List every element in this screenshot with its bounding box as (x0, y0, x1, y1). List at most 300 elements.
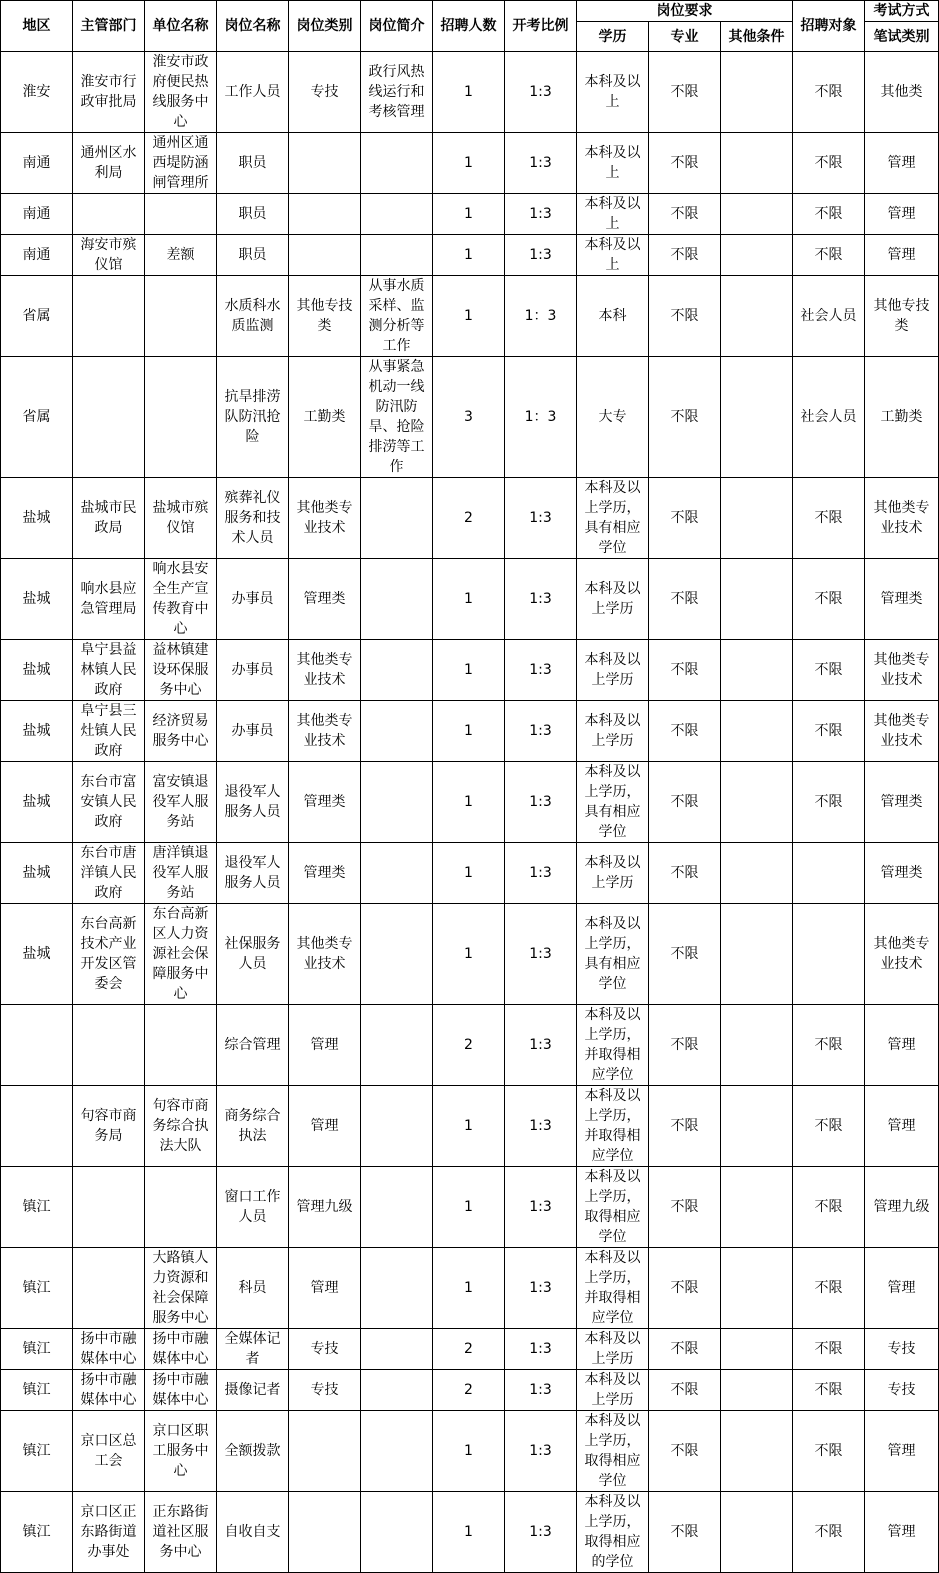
cell-edu: 本科 (577, 276, 649, 357)
cell-target: 不限 (793, 478, 865, 559)
cell-written: 管理 (865, 133, 939, 194)
cell-category: 其他类专业技术 (289, 640, 361, 701)
cell-other (721, 1329, 793, 1370)
cell-ratio: 1：3 (505, 276, 577, 357)
cell-other (721, 478, 793, 559)
header-post: 岗位名称 (217, 1, 289, 52)
cell-category: 管理 (289, 1005, 361, 1086)
cell-edu: 本科及以上学历 (577, 843, 649, 904)
cell-region: 盐城 (1, 478, 73, 559)
cell-dept (73, 1248, 145, 1329)
cell-written: 其他类专业技术 (865, 640, 939, 701)
cell-ratio: 1:3 (505, 52, 577, 133)
cell-dept: 海安市殡仪馆 (73, 235, 145, 276)
cell-post: 水质科水质监测 (217, 276, 289, 357)
cell-count: 1 (433, 1167, 505, 1248)
cell-ratio: 1:3 (505, 194, 577, 235)
cell-target: 不限 (793, 235, 865, 276)
cell-major: 不限 (649, 1005, 721, 1086)
cell-dept: 阜宁县三灶镇人民政府 (73, 701, 145, 762)
cell-category: 专技 (289, 1370, 361, 1411)
cell-target: 不限 (793, 52, 865, 133)
cell-post: 全额拨款 (217, 1411, 289, 1492)
table-row (1, 52, 939, 133)
cell-other (721, 640, 793, 701)
cell-edu: 本科及以上 (577, 235, 649, 276)
cell-post: 商务综合执法 (217, 1086, 289, 1167)
cell-other (721, 904, 793, 1005)
cell-category: 管理类 (289, 762, 361, 843)
table-row (1, 1492, 939, 1573)
cell-count: 1 (433, 1248, 505, 1329)
cell-count: 1 (433, 640, 505, 701)
cell-unit: 盐城市殡仪馆 (145, 478, 217, 559)
cell-intro (361, 559, 433, 640)
cell-count: 1 (433, 1492, 505, 1573)
table-row (1, 1411, 939, 1492)
cell-other (721, 133, 793, 194)
cell-target: 不限 (793, 1005, 865, 1086)
cell-post: 办事员 (217, 559, 289, 640)
cell-region: 省属 (1, 357, 73, 478)
cell-count: 1 (433, 559, 505, 640)
table-row (1, 559, 939, 640)
table-row (1, 762, 939, 843)
cell-major: 不限 (649, 478, 721, 559)
cell-dept (73, 194, 145, 235)
cell-region: 镇江 (1, 1167, 73, 1248)
cell-count: 3 (433, 357, 505, 478)
cell-post: 自收自支 (217, 1492, 289, 1573)
cell-post: 工作人员 (217, 52, 289, 133)
cell-region: 镇江 (1, 1248, 73, 1329)
cell-intro: 从事水质采样、监测分析等工作 (361, 276, 433, 357)
cell-region: 盐城 (1, 762, 73, 843)
cell-unit: 益林镇建设环保服务中心 (145, 640, 217, 701)
cell-category: 其他类专业技术 (289, 701, 361, 762)
cell-unit: 大路镇人力资源和社会保障服务中心 (145, 1248, 217, 1329)
table-row (1, 194, 939, 235)
cell-ratio: 1:3 (505, 1411, 577, 1492)
cell-dept: 响水县应急管理局 (73, 559, 145, 640)
cell-count: 1 (433, 194, 505, 235)
cell-ratio: 1:3 (505, 1167, 577, 1248)
cell-major: 不限 (649, 1329, 721, 1370)
cell-other (721, 843, 793, 904)
cell-target: 社会人员 (793, 276, 865, 357)
cell-count: 1 (433, 843, 505, 904)
header-major: 专业 (649, 22, 721, 52)
header-requirements: 岗位要求 (577, 1, 793, 22)
cell-category: 管理九级 (289, 1167, 361, 1248)
cell-dept: 扬中市融媒体中心 (73, 1370, 145, 1411)
cell-ratio: 1:3 (505, 1492, 577, 1573)
cell-target: 不限 (793, 640, 865, 701)
cell-dept: 阜宁县益林镇人民政府 (73, 640, 145, 701)
cell-target: 不限 (793, 1492, 865, 1573)
cell-ratio: 1:3 (505, 1248, 577, 1329)
cell-edu: 本科及以上学历，并取得相应学位 (577, 1086, 649, 1167)
cell-edu: 大专 (577, 357, 649, 478)
cell-major: 不限 (649, 904, 721, 1005)
cell-intro (361, 1411, 433, 1492)
cell-category (289, 1411, 361, 1492)
cell-category (289, 1492, 361, 1573)
cell-dept: 扬中市融媒体中心 (73, 1329, 145, 1370)
cell-written: 管理 (865, 194, 939, 235)
cell-edu: 本科及以上学历，取得相应的学位 (577, 1492, 649, 1573)
cell-written: 专技 (865, 1329, 939, 1370)
cell-other (721, 1086, 793, 1167)
cell-region: 镇江 (1, 1492, 73, 1573)
cell-major: 不限 (649, 235, 721, 276)
cell-region: 镇江 (1, 1329, 73, 1370)
cell-unit: 唐洋镇退役军人服务站 (145, 843, 217, 904)
cell-written: 其他专技类 (865, 276, 939, 357)
header-ratio: 开考比例 (505, 1, 577, 52)
cell-region (1, 1086, 73, 1167)
cell-other (721, 1370, 793, 1411)
cell-post: 退役军人服务人员 (217, 762, 289, 843)
cell-region: 镇江 (1, 1370, 73, 1411)
cell-intro (361, 843, 433, 904)
cell-target: 不限 (793, 1248, 865, 1329)
cell-other (721, 235, 793, 276)
cell-other (721, 762, 793, 843)
cell-major: 不限 (649, 1086, 721, 1167)
table-row (1, 478, 939, 559)
header-exam: 考试方式 (865, 1, 939, 22)
cell-written: 其他类专业技术 (865, 701, 939, 762)
cell-region: 南通 (1, 235, 73, 276)
cell-region: 盐城 (1, 701, 73, 762)
cell-category: 管理类 (289, 843, 361, 904)
cell-category (289, 194, 361, 235)
cell-ratio: 1:3 (505, 235, 577, 276)
cell-region: 盐城 (1, 559, 73, 640)
cell-major: 不限 (649, 1411, 721, 1492)
table-row (1, 1167, 939, 1248)
table-row (1, 357, 939, 478)
cell-target: 不限 (793, 762, 865, 843)
cell-count: 1 (433, 701, 505, 762)
cell-edu: 本科及以上学历，并取得相应学位 (577, 1005, 649, 1086)
cell-intro (361, 1086, 433, 1167)
cell-unit (145, 194, 217, 235)
header-count: 招聘人数 (433, 1, 505, 52)
cell-major: 不限 (649, 1370, 721, 1411)
cell-edu: 本科及以上学历，并取得相应学位 (577, 1248, 649, 1329)
cell-ratio: 1:3 (505, 904, 577, 1005)
cell-target: 不限 (793, 559, 865, 640)
cell-unit (145, 357, 217, 478)
header-dept: 主管部门 (73, 1, 145, 52)
header-region: 地区 (1, 1, 73, 52)
cell-major: 不限 (649, 640, 721, 701)
cell-dept: 东台市唐洋镇人民政府 (73, 843, 145, 904)
cell-dept: 淮安市行政审批局 (73, 52, 145, 133)
cell-major: 不限 (649, 357, 721, 478)
cell-category: 管理类 (289, 559, 361, 640)
cell-intro (361, 478, 433, 559)
cell-written: 管理 (865, 235, 939, 276)
cell-unit (145, 1005, 217, 1086)
cell-count: 1 (433, 276, 505, 357)
cell-count: 2 (433, 478, 505, 559)
cell-other (721, 701, 793, 762)
cell-written: 工勤类 (865, 357, 939, 478)
cell-ratio: 1:3 (505, 1329, 577, 1370)
table-row (1, 133, 939, 194)
cell-post: 摄像记者 (217, 1370, 289, 1411)
cell-category: 专技 (289, 1329, 361, 1370)
cell-target: 不限 (793, 1086, 865, 1167)
cell-post: 社保服务人员 (217, 904, 289, 1005)
cell-intro (361, 1492, 433, 1573)
cell-category: 工勤类 (289, 357, 361, 478)
cell-region: 盐城 (1, 640, 73, 701)
cell-written: 管理 (865, 1492, 939, 1573)
cell-edu: 本科及以上学历，取得相应学位 (577, 1167, 649, 1248)
cell-dept: 京口区正东路街道办事处 (73, 1492, 145, 1573)
cell-intro (361, 640, 433, 701)
cell-post: 办事员 (217, 640, 289, 701)
cell-post: 职员 (217, 194, 289, 235)
cell-ratio: 1:3 (505, 133, 577, 194)
cell-unit: 句容市商务综合执法大队 (145, 1086, 217, 1167)
cell-dept (73, 1167, 145, 1248)
cell-region: 盐城 (1, 843, 73, 904)
cell-other (721, 1005, 793, 1086)
cell-ratio: 1:3 (505, 640, 577, 701)
cell-major: 不限 (649, 843, 721, 904)
header-unit: 单位名称 (145, 1, 217, 52)
header-other: 其他条件 (721, 22, 793, 52)
cell-edu: 本科及以上学历，具有相应学位 (577, 478, 649, 559)
cell-unit: 正东路街道社区服务中心 (145, 1492, 217, 1573)
cell-dept: 句容市商务局 (73, 1086, 145, 1167)
cell-intro (361, 762, 433, 843)
cell-unit: 东台高新区人力资源社会保障服务中心 (145, 904, 217, 1005)
cell-edu: 本科及以上学历，取得相应学位 (577, 1411, 649, 1492)
table-row (1, 1370, 939, 1411)
cell-unit: 京口区职工服务中心 (145, 1411, 217, 1492)
cell-intro: 政行风热线运行和考核管理 (361, 52, 433, 133)
cell-intro (361, 1329, 433, 1370)
cell-intro (361, 701, 433, 762)
cell-region: 盐城 (1, 904, 73, 1005)
cell-written: 其他类专业技术 (865, 478, 939, 559)
table-row (1, 235, 939, 276)
cell-ratio: 1:3 (505, 559, 577, 640)
cell-major: 不限 (649, 194, 721, 235)
cell-edu: 本科及以上 (577, 52, 649, 133)
cell-major: 不限 (649, 1492, 721, 1573)
cell-other (721, 52, 793, 133)
cell-count: 1 (433, 52, 505, 133)
cell-ratio: 1：3 (505, 357, 577, 478)
cell-unit: 响水县安全生产宣传教育中心 (145, 559, 217, 640)
cell-ratio: 1:3 (505, 843, 577, 904)
cell-edu: 本科及以上 (577, 194, 649, 235)
cell-category: 管理 (289, 1086, 361, 1167)
cell-written: 其他类专业技术 (865, 904, 939, 1005)
cell-other (721, 1248, 793, 1329)
cell-target: 社会人员 (793, 357, 865, 478)
cell-written: 管理 (865, 1248, 939, 1329)
cell-intro (361, 904, 433, 1005)
cell-edu: 本科及以上学历 (577, 640, 649, 701)
cell-region: 淮安 (1, 52, 73, 133)
cell-category: 管理 (289, 1248, 361, 1329)
cell-post: 科员 (217, 1248, 289, 1329)
cell-post: 殡葬礼仪服务和技术人员 (217, 478, 289, 559)
cell-major: 不限 (649, 701, 721, 762)
cell-post: 职员 (217, 235, 289, 276)
cell-dept (73, 276, 145, 357)
cell-major: 不限 (649, 762, 721, 843)
cell-other (721, 1492, 793, 1573)
cell-category: 其他类专业技术 (289, 904, 361, 1005)
cell-post: 退役军人服务人员 (217, 843, 289, 904)
cell-region: 南通 (1, 194, 73, 235)
cell-major: 不限 (649, 1167, 721, 1248)
cell-intro (361, 194, 433, 235)
cell-category: 其他类专业技术 (289, 478, 361, 559)
cell-target: 不限 (793, 1167, 865, 1248)
cell-dept (73, 357, 145, 478)
cell-written: 专技 (865, 1370, 939, 1411)
cell-region: 镇江 (1, 1411, 73, 1492)
cell-count: 1 (433, 1086, 505, 1167)
cell-intro (361, 1248, 433, 1329)
cell-post: 综合管理 (217, 1005, 289, 1086)
cell-written: 其他类 (865, 52, 939, 133)
cell-count: 2 (433, 1005, 505, 1086)
cell-target: 不限 (793, 701, 865, 762)
cell-region: 省属 (1, 276, 73, 357)
cell-count: 1 (433, 1411, 505, 1492)
cell-intro: 从事紧急机动一线防汛防旱、抢险排涝等工作 (361, 357, 433, 478)
cell-other (721, 276, 793, 357)
cell-post: 办事员 (217, 701, 289, 762)
cell-written: 管理 (865, 1005, 939, 1086)
cell-ratio: 1:3 (505, 701, 577, 762)
cell-unit (145, 1167, 217, 1248)
cell-unit: 扬中市融媒体中心 (145, 1329, 217, 1370)
table-row (1, 843, 939, 904)
cell-ratio: 1:3 (505, 1005, 577, 1086)
cell-dept: 京口区总工会 (73, 1411, 145, 1492)
cell-dept (73, 1005, 145, 1086)
cell-edu: 本科及以上学历 (577, 1370, 649, 1411)
header-intro: 岗位简介 (361, 1, 433, 52)
cell-dept: 东台高新技术产业开发区管委会 (73, 904, 145, 1005)
cell-ratio: 1:3 (505, 478, 577, 559)
cell-intro (361, 133, 433, 194)
cell-edu: 本科及以上学历 (577, 701, 649, 762)
cell-count: 2 (433, 1329, 505, 1370)
cell-other (721, 194, 793, 235)
table-row (1, 1248, 939, 1329)
table-row (1, 1086, 939, 1167)
cell-dept: 通州区水利局 (73, 133, 145, 194)
cell-other (721, 1167, 793, 1248)
cell-unit: 淮安市政府便民热线服务中心 (145, 52, 217, 133)
cell-count: 1 (433, 762, 505, 843)
cell-ratio: 1:3 (505, 1370, 577, 1411)
table-row (1, 1005, 939, 1086)
cell-major: 不限 (649, 1248, 721, 1329)
cell-target: 不限 (793, 133, 865, 194)
cell-major: 不限 (649, 52, 721, 133)
cell-intro (361, 1005, 433, 1086)
cell-major: 不限 (649, 133, 721, 194)
cell-major: 不限 (649, 276, 721, 357)
cell-written: 管理 (865, 1086, 939, 1167)
table-row (1, 701, 939, 762)
table-row (1, 640, 939, 701)
cell-ratio: 1:3 (505, 762, 577, 843)
cell-unit: 差额 (145, 235, 217, 276)
cell-intro (361, 235, 433, 276)
cell-edu: 本科及以上学历 (577, 1329, 649, 1370)
table-row (1, 904, 939, 1005)
cell-written: 管理类 (865, 559, 939, 640)
cell-edu: 本科及以上学历 (577, 559, 649, 640)
cell-intro (361, 1167, 433, 1248)
cell-other (721, 559, 793, 640)
table-row (1, 1329, 939, 1370)
cell-ratio: 1:3 (505, 1086, 577, 1167)
cell-intro (361, 1370, 433, 1411)
cell-edu: 本科及以上学历，具有相应学位 (577, 904, 649, 1005)
cell-region: 南通 (1, 133, 73, 194)
cell-post: 全媒体记者 (217, 1329, 289, 1370)
cell-post: 窗口工作人员 (217, 1167, 289, 1248)
cell-target: 不限 (793, 194, 865, 235)
cell-count: 2 (433, 1370, 505, 1411)
cell-written: 管理类 (865, 762, 939, 843)
cell-target: 不限 (793, 1329, 865, 1370)
cell-category: 其他专技类 (289, 276, 361, 357)
table-body (1, 52, 939, 1573)
cell-target: 不限 (793, 1370, 865, 1411)
header-target: 招聘对象 (793, 1, 865, 52)
cell-unit: 通州区通西堤防涵闸管理所 (145, 133, 217, 194)
cell-count: 1 (433, 904, 505, 1005)
cell-post: 职员 (217, 133, 289, 194)
cell-category (289, 235, 361, 276)
cell-target: 不限 (793, 1411, 865, 1492)
cell-region (1, 1005, 73, 1086)
cell-written: 管理 (865, 1411, 939, 1492)
cell-post: 抗旱排涝队防汛抢险 (217, 357, 289, 478)
cell-other (721, 357, 793, 478)
table-row (1, 276, 939, 357)
cell-major: 不限 (649, 559, 721, 640)
cell-written: 管理九级 (865, 1167, 939, 1248)
cell-target (793, 904, 865, 1005)
cell-target (793, 843, 865, 904)
cell-unit: 富安镇退役军人服务站 (145, 762, 217, 843)
cell-dept: 东台市富安镇人民政府 (73, 762, 145, 843)
cell-unit: 经济贸易服务中心 (145, 701, 217, 762)
cell-unit: 扬中市融媒体中心 (145, 1370, 217, 1411)
cell-edu: 本科及以上学历，具有相应学位 (577, 762, 649, 843)
header-category: 岗位类别 (289, 1, 361, 52)
header-written: 笔试类别 (865, 22, 939, 52)
